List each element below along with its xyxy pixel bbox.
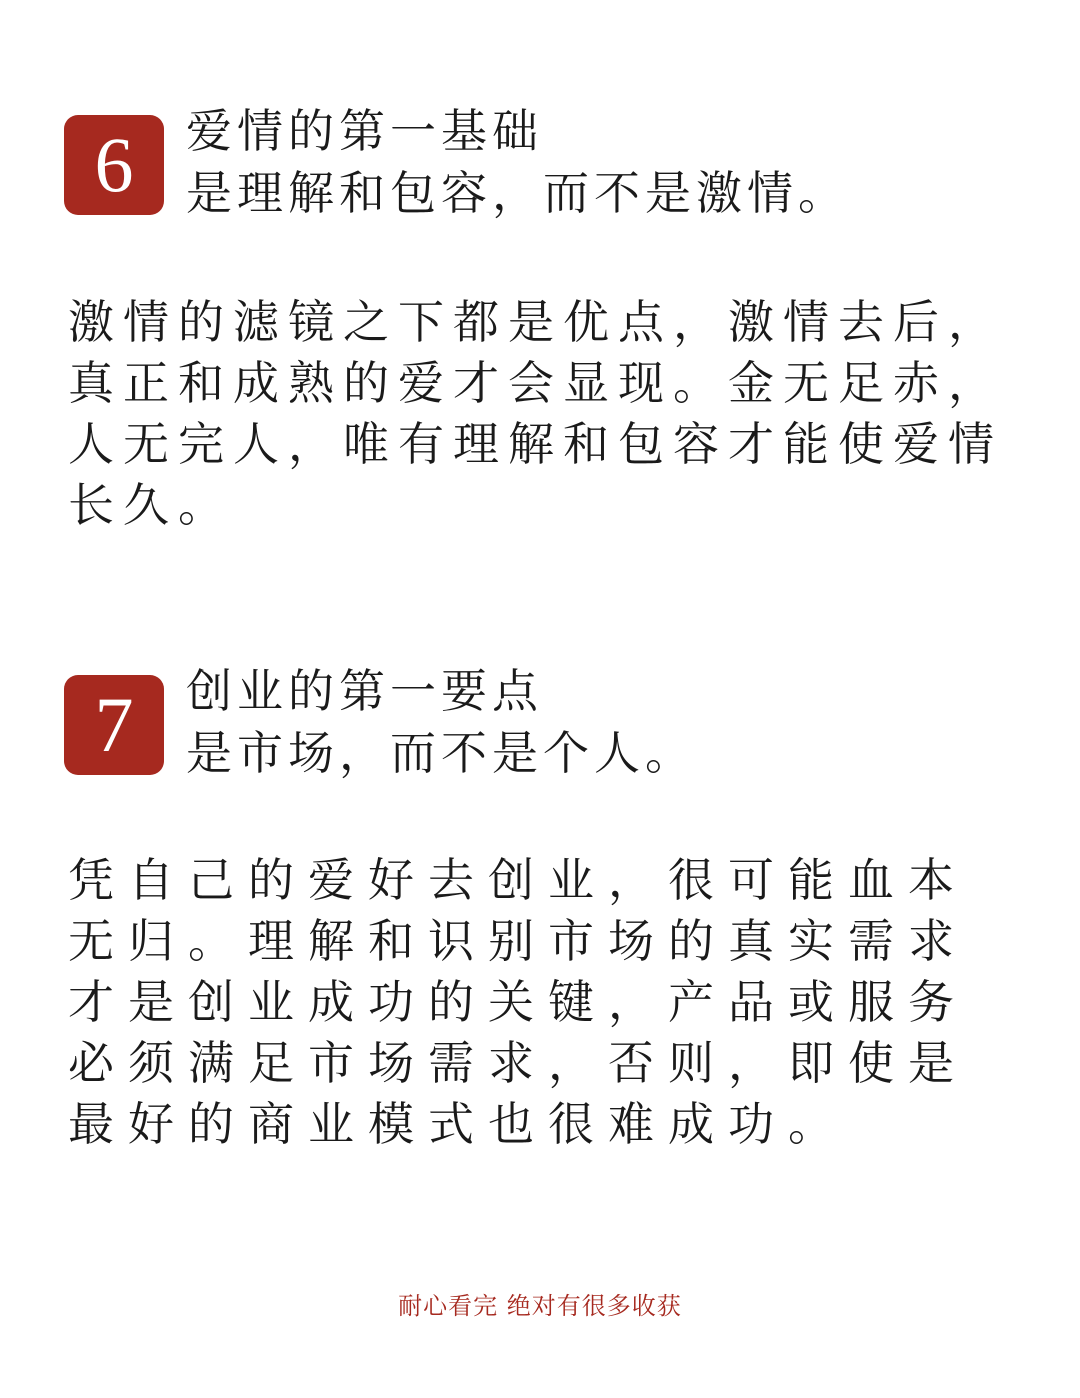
headline-line-2: 是理解和包容，而不是激情。: [186, 166, 849, 220]
headline-line-1: 创业的第一要点: [186, 664, 543, 718]
section-body: 激情的滤镜之下都是优点，激情去后，真正和成熟的爱才会显现。金无足赤，人无完人，唯有理解和包容才能使爱情长久。: [68, 295, 1003, 532]
headline-line-2: 是市场，而不是个人。: [186, 726, 696, 780]
number-badge: 6: [64, 115, 164, 215]
footer-caption: 耐心看完 绝对有很多收获: [398, 1292, 682, 1320]
section-body: 凭自己的爱好去创业，很可能血本无归。理解和识别市场的真实需求才是创业成功的关键，产品或服务必须满足市场需求，否则，即使是最好的商业模式也很难成功。: [68, 853, 968, 1151]
section-headline: [186, 100, 1046, 224]
number-badge: 7: [64, 675, 164, 775]
headline-line-1: 爱情的第一基础: [186, 104, 543, 158]
section-headline: [186, 660, 1046, 784]
